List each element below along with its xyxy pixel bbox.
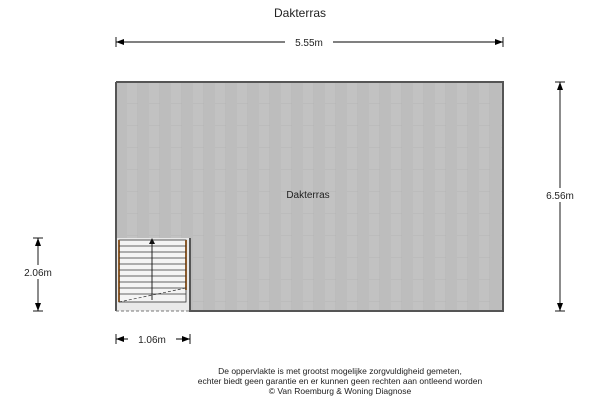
drawing-title: Dakterras (273, 6, 326, 20)
height-label: 6.56m (546, 191, 574, 202)
disclaimer-line-1: De oppervlakte is met grootst mogelijke zorgvuldigheid gemeten, (218, 366, 462, 376)
width-label: 5.55m (295, 38, 323, 49)
stair-width-label: 1.06m (138, 335, 166, 346)
stair-height-label: 2.06m (24, 268, 52, 279)
disclaimer-line-2: echter biedt geen garantie en er kunnen geen rechten aan ontleend worden (197, 376, 483, 386)
stairs (119, 238, 186, 302)
disclaimer-line-3: © Van Roemburg & Woning Diagnose (268, 386, 412, 396)
room-label: Dakterras (286, 190, 330, 201)
disclaimer (0, 366, 600, 396)
